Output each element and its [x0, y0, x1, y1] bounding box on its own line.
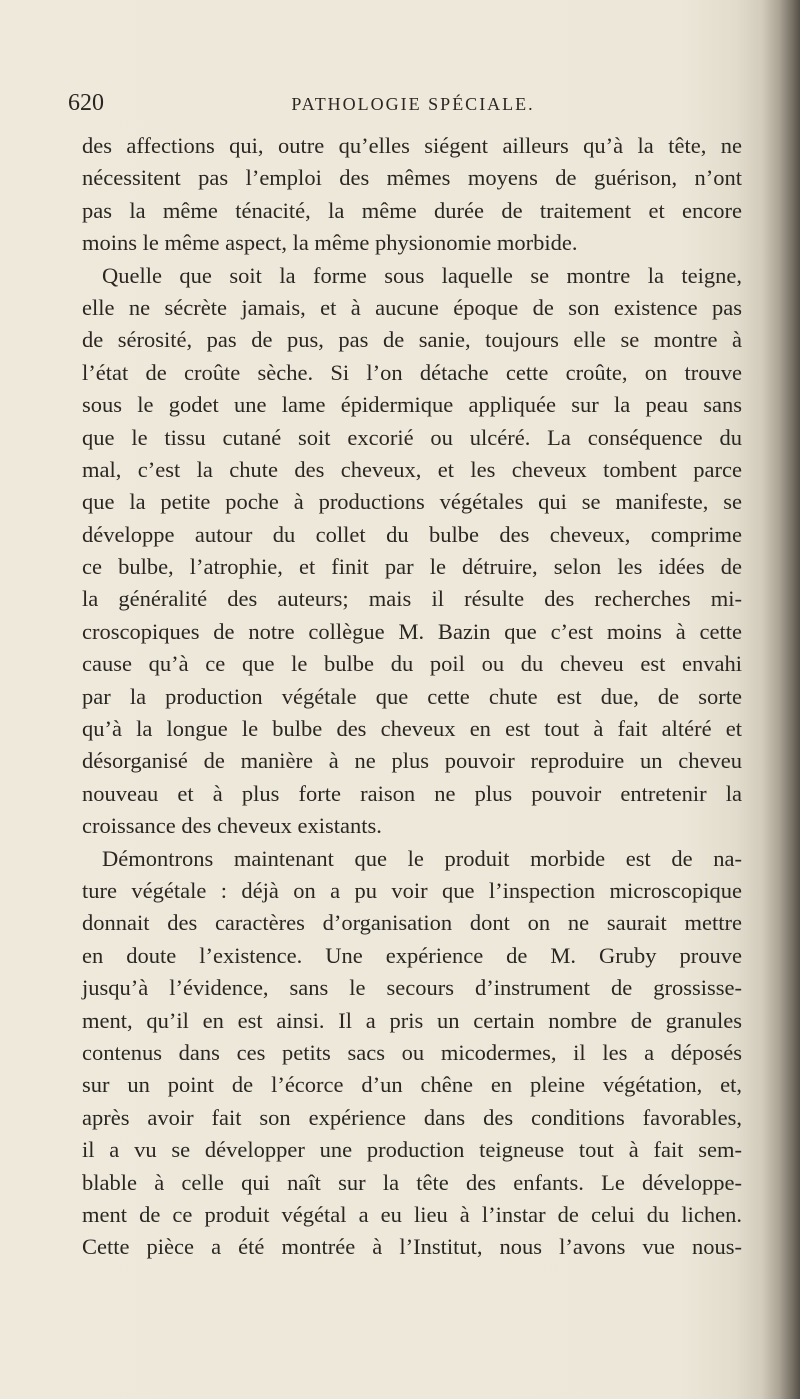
text-line: moins le même aspect, la même physionomie morbide. — [82, 230, 578, 256]
running-head-title: PATHOLOGIE SPÉCIALE. — [291, 94, 535, 114]
text-line: après avoir fait son expérience dans des conditions favorables, — [82, 1104, 742, 1130]
text-line: de sérosité, pas de pus, pas de sanie, toujours elle se montre à — [82, 327, 742, 353]
text-line: contenus dans ces petits sacs ou micodermes, il les a déposés — [82, 1039, 742, 1065]
text-line: croscopiques de notre collègue M. Bazin que c’est moins à cette — [82, 618, 742, 644]
text-line: la généralité des auteurs; mais il résulte des recherches mi- — [82, 586, 742, 612]
page-number: 620 — [68, 90, 104, 116]
text-line: l’état de croûte sèche. Si l’on détache cette croûte, on trouve — [82, 359, 742, 385]
text-line: que la petite poche à productions végétales qui se manifeste, se — [82, 489, 742, 515]
text-line: sur un point de l’écorce d’un chêne en pleine végétation, et, — [82, 1072, 742, 1098]
text-line: mal, c’est la chute des cheveux, et les cheveux tombent parce — [82, 456, 742, 482]
text-line: ment, qu’il en est ainsi. Il a pris un certain nombre de granules — [82, 1007, 742, 1033]
text-line: donnait des caractères d’organisation dont on ne saurait mettre — [82, 910, 742, 936]
text-line: croissance des cheveux existants. — [82, 813, 382, 839]
text-line: développe autour du collet du bulbe des cheveux, comprime — [82, 521, 742, 547]
page-edge-shadow — [762, 0, 800, 1399]
text-line: Quelle que soit la forme sous laquelle se montre la teigne, — [102, 262, 742, 288]
text-line: en doute l’existence. Une expérience de M. Gruby prouve — [82, 942, 742, 968]
text-line: qu’à la longue le bulbe des cheveux en est tout à fait altéré et — [82, 716, 742, 742]
text-line: désorganisé de manière à ne plus pouvoir reproduire un cheveu — [82, 748, 742, 774]
text-line: ture végétale : déjà on a pu voir que l’inspection microscopique — [82, 877, 742, 903]
text-line: que le tissu cutané soit excorié ou ulcéré. La conséquence du — [82, 424, 742, 450]
text-line: ment de ce produit végétal a eu lieu à l’instar de celui du lichen. — [82, 1201, 742, 1227]
text-line: Cette pièce a été montrée à l’Institut, nous l’avons vue nous- — [82, 1234, 742, 1260]
text-line: jusqu’à l’évidence, sans le secours d’instrument de grossisse- — [82, 975, 742, 1001]
text-line: nouveau et à plus forte raison ne plus pouvoir entretenir la — [82, 780, 742, 806]
text-line: Démontrons maintenant que le produit morbide est de na- — [102, 845, 742, 871]
text-line: nécessitent pas l’emploi des mêmes moyens de guérison, n’ont — [82, 165, 742, 191]
text-line: des affections qui, outre qu’elles siégent ailleurs qu’à la tête, ne — [82, 133, 742, 158]
text-line: sous le godet une lame épidermique appliquée sur la peau sans — [82, 392, 742, 418]
body-text — [82, 130, 742, 1264]
text-line: pas la même ténacité, la même durée de traitement et encore — [82, 197, 742, 223]
text-line: par la production végétale que cette chute est due, de sorte — [82, 683, 742, 709]
text-line: cause qu’à ce que le bulbe du poil ou du cheveu est envahi — [82, 651, 742, 677]
text-line: il a vu se développer une production teigneuse tout à fait sem- — [82, 1137, 742, 1163]
text-line: elle ne sécrète jamais, et à aucune époque de son existence pas — [82, 294, 742, 320]
text-line: ce bulbe, l’atrophie, et finit par le détruire, selon les idées de — [82, 554, 742, 580]
running-head — [68, 90, 758, 126]
text-line: blable à celle qui naît sur la tête des enfants. Le développe- — [82, 1169, 742, 1195]
